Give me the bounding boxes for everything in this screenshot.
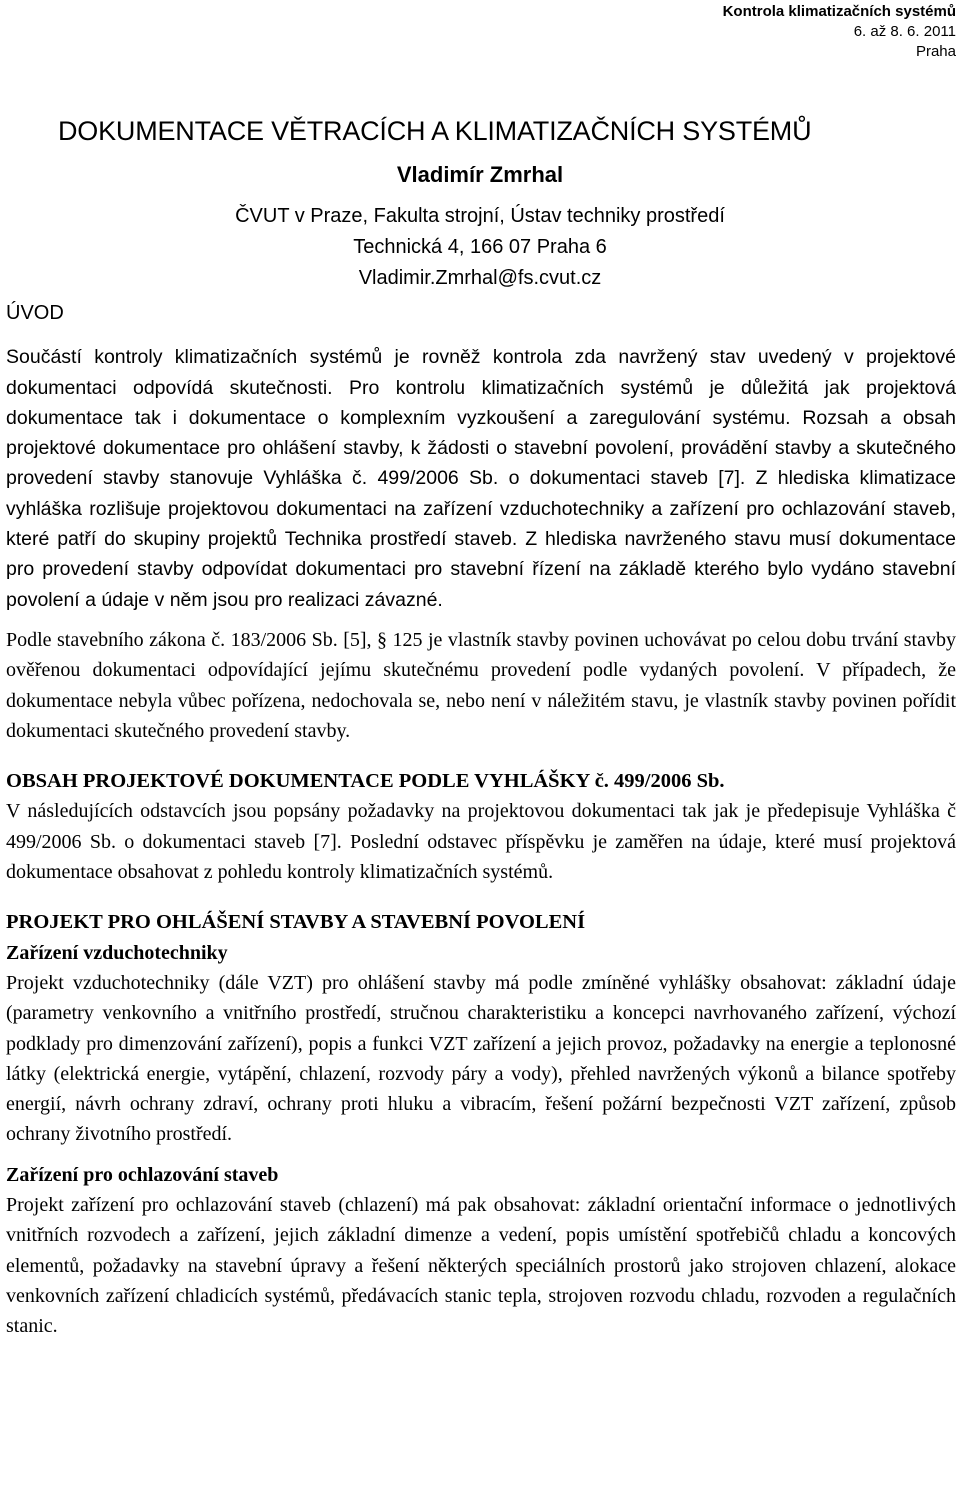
subheading-ochlazovani: Zařízení pro ochlazování staveb — [6, 1163, 279, 1186]
author-email: Vladimir.Zmrhal@fs.cvut.cz — [358, 267, 602, 289]
author-affiliation — [0, 201, 960, 294]
paragraph-ochlazovani: Projekt zařízení pro ochlazování staveb (chlazení) má pak obsahovat: základní orientační informace o jednotlivých vnitřních rozvodech a zařízení, jejich základní dimenze a vedení, popis umístění spotřebičů chladu a koncových elementů, požadavky na stavební úpravy a řešení některých speciálních prostorů jako strojoven chlazení, alokace venkovních zařízení chladicích systémů, předávacích stanic tepla, strojoven rozvodu chladu, rozvoden a regulačních stanic. — [6, 1194, 956, 1338]
section-heading-projekt: PROJEKT PRO OHLÁŠENÍ STAVBY A STAVEBNÍ POVOLENÍ — [6, 911, 586, 934]
paragraph-vzduchotechnika: Projekt vzduchotechniky (dále VZT) pro ohlášení stavby má podle zmíněné vyhlášky obsahovat: základní údaje (parametry venkovního a vnitřního prostředí, stručnou charakteristiku a koncepci navrhovaného zařízení, výchozí podklady pro dimenzování zařízení), popis a funkci VZT zařízení a jejich provoz, požadavky na energie a teplonosné látky (elektrická energie, vytápění, chlazení, rozvody páry a vody), přehled navržených výkonů a bilance spotřeby energií, návrh ochrany zdraví, ochrany proti hluku a vibracím, řešení požární bezpečnosti VZT zařízení, způsob ochrany životního prostředí. — [6, 971, 956, 1146]
affiliation-institution: ČVUT v Praze, Fakulta strojní, Ústav techniky prostředí — [235, 205, 725, 227]
subheading-vzduchotechnika: Zařízení vzduchotechniky — [6, 941, 228, 964]
section-heading-uvod: ÚVOD — [6, 302, 64, 324]
running-header — [723, 2, 956, 62]
header-dates: 6. až 8. 6. 2011 — [853, 23, 956, 40]
document-title: DOKUMENTACE VĚTRACÍCH A KLIMATIZAČNÍCH SYSTÉMŮ — [58, 116, 812, 146]
paragraph-uvod-1 — [6, 342, 956, 615]
header-conference-name: Kontrola klimatizačních systémů — [722, 3, 956, 20]
section-heading-obsah: OBSAH PROJEKTOVÉ DOKUMENTACE PODLE VYHLÁŠKY č. 499/2006 Sb. — [6, 770, 725, 793]
paragraph-uvod-1-rest: Rozsah a obsah projektové dokumentace pro ohlášení stavby, k žádosti o stavební povolení, provádění stavby a skutečného provedení stavby stanovuje Vyhláška č. 499/2006 Sb. o dokumentaci staveb [7]. Z hlediska klimatizace vyhláška rozlišuje projektovou dokumentaci na zařízení vzduchotechniky a zařízení pro ochlazování staveb, které patří do skupiny projektů Technika prostředí staveb. Z hlediska navrženého stavu musí dokumentace pro provedení stavby odpovídat dokumentaci pro stavební řízení na základě kterého bylo vydáno stavební povolení a údaje v něm jsou pro realizaci závazné. — [6, 406, 956, 611]
affiliation-address: Technická 4, 166 07 Praha 6 — [353, 236, 607, 258]
document-body — [6, 298, 956, 1342]
paragraph-obsah-1: V následujících odstavcích jsou popsány požadavky na projektovou dokumentaci tak jak je předepisuje Vyhláška č 499/2006 Sb. o dokumentaci staveb [7]. Poslední odstavec příspěvku je zaměřen na údaje, které musí projektová dokumentace obsahovat z pohledu kontroly klimatizačních systémů. — [6, 800, 956, 884]
header-location: Praha — [915, 43, 956, 60]
paragraph-uvod-2: Podle stavebního zákona č. 183/2006 Sb. [5], § 125 je vlastník stavby povinen uchovávat po celou dobu trvání stavby ověřenou dokumentaci odpovídající jejímu skutečnému provedení podle vydaných povolení. V případech, že dokumentace nebyla vůbec pořízena, nedochovala se, nebo není v náležitém stavu, je vlastník stavby povinen pořídit dokumentaci skutečného provedení stavby. — [6, 628, 956, 742]
paragraph-uvod-1-lead: Součástí kontroly klimatizačních systémů je rovněž kontrola zda navržený stav uvedený v projektové dokumentaci odpovídá skutečnosti. Pro kontrolu klimatizačních systémů je důležitá jak projektová dokumentace tak i dokumentace o komplexním vyzkoušení a zaregulování systému. — [6, 346, 956, 429]
author-name: Vladimír Zmrhal — [396, 162, 564, 187]
